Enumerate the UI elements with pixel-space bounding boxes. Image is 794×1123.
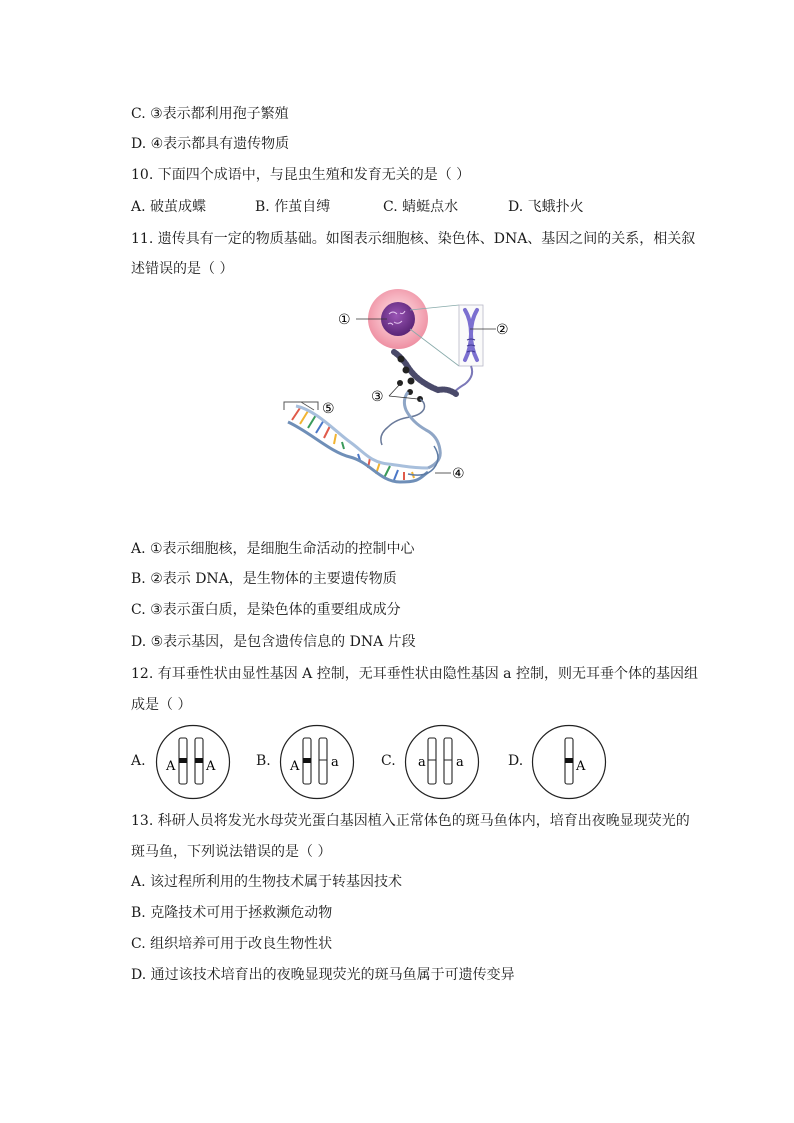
q12-letter-d: D. [508, 753, 524, 769]
chromosome [444, 738, 452, 784]
q11-stem-line2: 述错误的是（ ） [131, 261, 234, 277]
label-1: ① [338, 312, 351, 328]
q12-option-b-cell [279, 724, 355, 800]
q11-option-a: A. ①表示细胞核，是细胞生命活动的控制中心 [131, 541, 415, 557]
q12-letter-c: C. [381, 753, 396, 769]
chromosome [428, 738, 436, 784]
gene-label: A [166, 759, 176, 774]
q10-option-a: A. 破茧成蝶 [131, 199, 207, 215]
q13-stem-line2: 斑马鱼，下列说法错误的是（ ） [131, 844, 332, 860]
gene-label: a [331, 755, 339, 770]
q10-stem: 10. 下面四个成语中，与昆虫生殖和发育无关的是（ ） [131, 167, 471, 183]
q13-option-c: C. 组织培养可用于改良生物性状 [131, 936, 333, 952]
gene-label: a [418, 755, 426, 770]
gene-label: A [576, 759, 586, 774]
chromatin-coil-illustration [381, 352, 456, 445]
q13-option-b: B. 克隆技术可用于拯救濒危动物 [131, 905, 333, 921]
q12-stem-line2: 成是（ ） [131, 697, 192, 713]
gene-label: a [456, 755, 464, 770]
q13-option-d: D. 通过该技术培育出的夜晚显现荧光的斑马鱼属于可遗传变异 [131, 967, 515, 983]
chromosome [319, 738, 327, 784]
q11-option-b: B. ②表示 DNA，是生物体的主要遗传物质 [131, 571, 397, 587]
q12-letter-a: A. [131, 753, 146, 769]
q10-option-d: D. 飞蛾扑火 [508, 199, 584, 215]
dna-helix-illustration [288, 392, 440, 482]
q11-option-d: D. ⑤表示基因，是包含遗传信息的 DNA 片段 [131, 634, 416, 650]
q10-options [131, 196, 691, 216]
q12-option-a-cell [155, 724, 231, 800]
gene-label: A [206, 759, 216, 774]
q9-option-d: D. ④表示都具有遗传物质 [131, 136, 290, 152]
q13-stem-line1: 13. 科研人员将发光水母荧光蛋白基因植入正常体色的斑马鱼体内，培育出夜晚显现荧光的 [131, 813, 690, 829]
q12-stem-line1: 12. 有耳垂性状由显性基因 A 控制，无耳垂性状由隐性基因 a 控制，则无耳垂个体的基因组 [131, 666, 698, 682]
q11-stem-line1: 11. 遗传具有一定的物质基础。如图表示细胞核、染色体、DNA、基因之间的关系，相关叙 [131, 231, 696, 247]
label-3: ③ [371, 389, 384, 405]
q12-option-d-cell [531, 724, 607, 800]
label-5: ⑤ [322, 401, 335, 417]
q12-option-c-cell [404, 724, 480, 800]
label-2: ② [496, 322, 509, 338]
q11-dna-figure [270, 282, 510, 504]
label-4: ④ [452, 466, 465, 482]
gene-label: A [290, 759, 300, 774]
q10-option-b: B. 作茧自缚 [255, 199, 331, 215]
q9-option-c: C. ③表示都利用孢子繁殖 [131, 106, 289, 122]
q13-option-a: A. 该过程所利用的生物技术属于转基因技术 [131, 874, 403, 890]
q11-option-c: C. ③表示蛋白质，是染色体的重要组成成分 [131, 602, 401, 618]
q12-letter-b: B. [256, 753, 271, 769]
q10-option-c: C. 蜻蜓点水 [383, 199, 459, 215]
